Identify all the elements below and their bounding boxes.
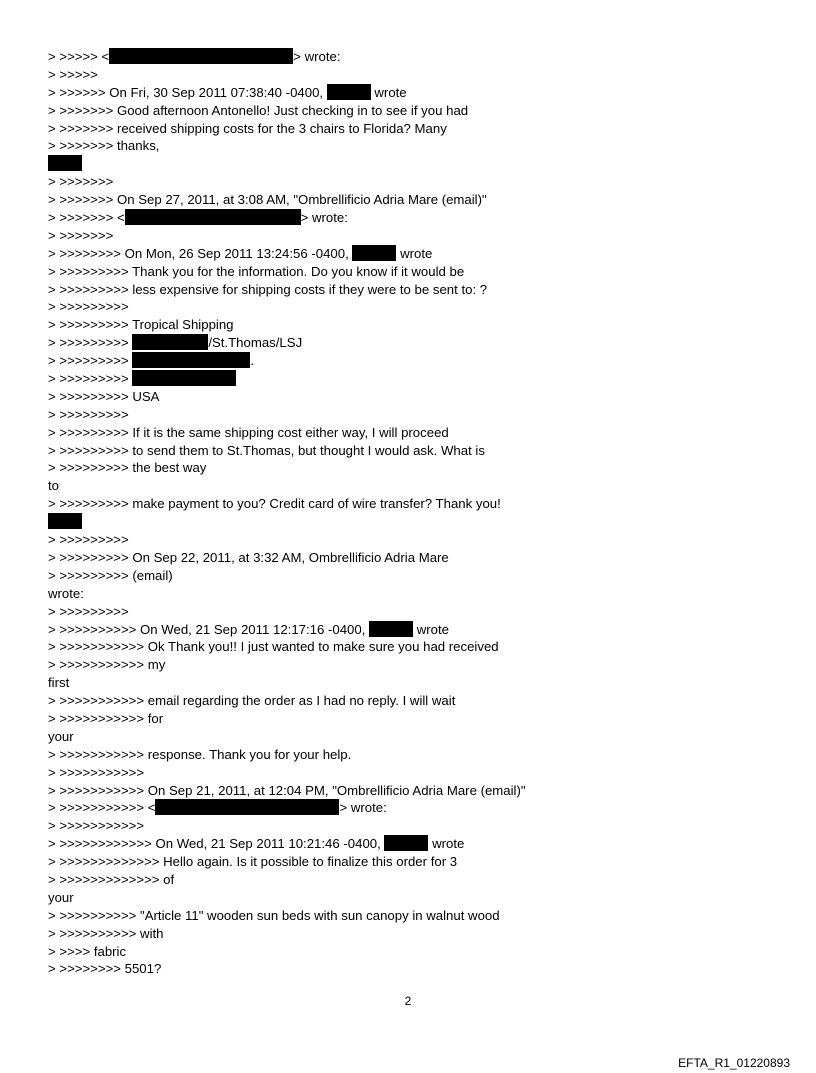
quoted-text-line [48,907,768,925]
line-text: > >>>>>>>>> Tropical Shipping [48,317,234,333]
quoted-text-line [48,227,768,245]
quoted-text-line [48,746,768,764]
line-text: > >>>>>>> < [48,210,125,226]
quoted-text-line [48,442,768,460]
quoted-text-line [48,871,768,889]
line-text: wrote [428,836,465,852]
quoted-text-line [48,889,768,907]
line-text: to [48,478,59,494]
quoted-text-line [48,835,768,853]
line-text: /St.Thomas/LSJ [208,335,303,351]
line-text: > >>>>>>>>>> with [48,925,164,941]
quoted-text-line [48,728,768,746]
quoted-text-line [48,209,768,227]
quoted-text-line [48,621,768,639]
line-text: > >>>>>>>>>>>>> of [48,871,175,887]
quoted-text-line [48,406,768,424]
quoted-text-line [48,674,768,692]
line-text: > >>>>>>>>>>> < [48,800,156,816]
redaction-block [48,513,82,529]
quoted-text-line [48,495,768,513]
line-text: > >>>>>>>>> [48,532,129,548]
quoted-text-line [48,459,768,477]
quoted-text-line [48,66,768,84]
line-text: > >>>>>>> On Sep 27, 2011, at 3:08 AM, "Ombrellificio Adria Mare (email)" [48,192,487,208]
quoted-text-line [48,281,768,299]
quoted-text-line [48,137,768,155]
line-text: > >>>> fabric [48,943,127,959]
redaction-block [48,155,82,171]
line-text: > >>>>>>>>> the best way [48,460,207,476]
line-text: > >>>>>>>>> to send them to St.Thomas, but thought I would ask. What is [48,442,485,458]
quoted-text-line [48,298,768,316]
line-text: > >>>>>>>>> On Sep 22, 2011, at 3:32 AM, Ombrellificio Adria Mare [48,549,449,565]
redacted-line [48,155,768,173]
line-text: > >>>>>>>>>>> On Sep 21, 2011, at 12:04 PM, "Ombrellificio Adria Mare (email)" [48,782,526,798]
line-text: > >>>>>>> [48,174,114,190]
quoted-text-line [48,424,768,442]
line-text: > >>>>>>>>> [48,406,129,422]
line-text: > wrote: [300,210,348,226]
quoted-text-line [48,352,768,370]
line-text: > >>>>>>>>>>>> On Wed, 21 Sep 2011 10:21:46 -0400, [48,836,385,852]
line-text: > >>>>>>>>> [48,299,129,315]
line-text: > >>>>>>>>> make payment to you? Credit card of wire transfer? Thank you! [48,496,501,512]
line-text: > >>>>>>>>>>> email regarding the order as I had no reply. I will wait [48,693,456,709]
quoted-text-line [48,638,768,656]
line-text: > >>>>>> On Fri, 30 Sep 2011 07:38:40 -0400, [48,84,327,100]
line-text: > >>>>>>>>> less expensive for shipping costs if they were to be sent to: ? [48,281,488,297]
redaction-bar [155,799,339,815]
quoted-text-line [48,334,768,352]
page-number: 2 [404,994,412,1008]
line-text: > >>>>>>>>>>> response. Thank you for your help. [48,746,352,762]
line-text: > >>>>>>>> 5501? [48,961,162,977]
redaction-bar [132,334,208,350]
line-text: > wrote: [339,800,387,816]
quoted-text-line [48,102,768,120]
redaction-bar [352,245,396,261]
quoted-text-line [48,531,768,549]
quoted-text-line [48,710,768,728]
line-text: > >>>>>>>>>> On Wed, 21 Sep 2011 12:17:16 -0400, [48,621,370,637]
quoted-text-line [48,263,768,281]
quoted-text-line [48,782,768,800]
quoted-text-line [48,245,768,263]
line-text: . [250,353,255,369]
quoted-text-line [48,585,768,603]
quoted-text-line [48,549,768,567]
line-text: > >>>>>>> Good afternoon Antonello! Just checking in to see if you had [48,102,469,118]
quoted-text-line [48,84,768,102]
line-text: > >>>>>>> received shipping costs for the 3 chairs to Florida? Many [48,120,447,136]
redaction-bar [109,48,293,64]
line-text: > >>>>> [48,66,98,82]
quoted-text-line [48,603,768,621]
email-thread-body [48,48,768,978]
quoted-text-line [48,316,768,334]
line-text: your [48,889,74,905]
quoted-text-line [48,477,768,495]
line-text: > >>>>>>>>>>> [48,764,145,780]
line-text: > >>>>> < [48,49,110,64]
quoted-text-line [48,943,768,961]
line-text: > wrote: [293,49,341,64]
bates-number: EFTA_R1_01220893 [678,1056,790,1070]
quoted-text-line [48,388,768,406]
line-text: > >>>>>>>>>>> my [48,657,166,673]
line-text: > >>>>>>>>>>> for [48,710,164,726]
quoted-text-line [48,817,768,835]
line-text: > >>>>>>>>> [48,371,133,387]
line-text: > >>>>>>>>>>>>> Hello again. Is it possible to finalize this order for 3 [48,854,458,870]
quoted-text-line [48,799,768,817]
line-text: > >>>>>>>> On Mon, 26 Sep 2011 13:24:56 -0400, [48,245,353,261]
quoted-text-line [48,925,768,943]
quoted-text-line [48,370,768,388]
line-text: > >>>>>>>>> [48,335,133,351]
line-text: > >>>>>>>>>>> [48,818,145,834]
quoted-text-line [48,960,768,978]
line-text: > >>>>>>>>> [48,353,133,369]
quoted-text-line [48,120,768,138]
line-text: wrote [370,84,407,100]
redacted-line [48,513,768,531]
line-text: > >>>>>>> thanks, [48,138,160,154]
line-text: > >>>>>>>>> If it is the same shipping cost either way, I will proceed [48,424,449,440]
line-text: wrote: [48,585,84,601]
line-text: > >>>>>>>>> [48,603,129,619]
redaction-bar [369,621,413,637]
line-text: > >>>>>>>>>>> Ok Thank you!! I just wanted to make sure you had received [48,639,499,655]
quoted-text-line [48,656,768,674]
line-text: > >>>>>>>>> (email) [48,567,173,583]
line-text: wrote [396,245,433,261]
line-text: your [48,728,74,744]
quoted-text-line [48,764,768,782]
redaction-bar [132,352,250,368]
redaction-bar [132,370,236,386]
redaction-bar [125,209,301,225]
quoted-text-line [48,191,768,209]
quoted-text-line [48,173,768,191]
line-text: > >>>>>>>>> Thank you for the information. Do you know if it would be [48,263,465,279]
quoted-text-line [48,567,768,585]
line-text: > >>>>>>> [48,227,114,243]
line-text: > >>>>>>>>>> "Article 11" wooden sun beds with sun canopy in walnut wood [48,907,500,923]
quoted-text-line [48,48,768,66]
line-text: > >>>>>>>>> USA [48,388,160,404]
redaction-bar [327,84,371,100]
quoted-text-line [48,692,768,710]
line-text: first [48,675,70,691]
redaction-bar [384,835,428,851]
quoted-text-line [48,853,768,871]
line-text: wrote [413,621,449,637]
